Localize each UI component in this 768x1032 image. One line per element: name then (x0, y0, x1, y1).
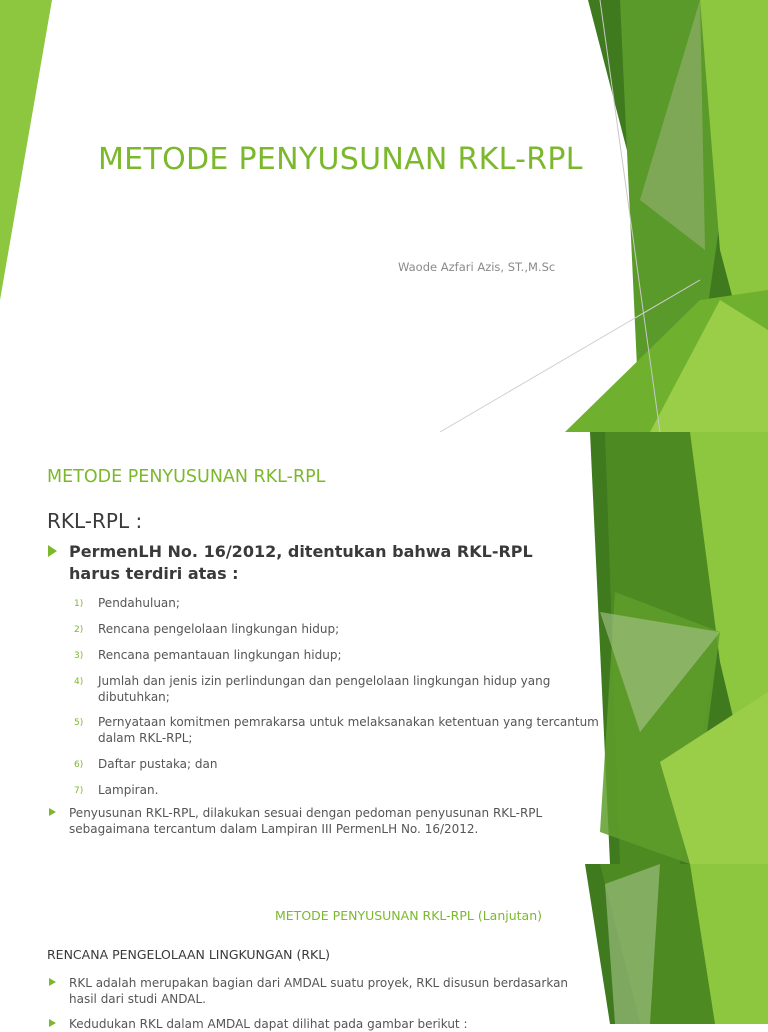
list-item: Lampiran. (98, 783, 159, 797)
slide2-title: METODE PENYUSUNAN RKL-RPL (47, 467, 326, 487)
list-number: 6) (74, 760, 84, 770)
main-bullet-text: PermenLH No. 16/2012, ditentukan bahwa RKL-RPL harus terdiri atas : (69, 542, 533, 583)
bullet-arrow-icon (49, 1019, 56, 1027)
list-number: 7) (74, 786, 84, 796)
list-number: 3) (74, 651, 84, 661)
list-number: 2) (74, 625, 84, 635)
slide1-decoration (0, 0, 768, 432)
list-number: 5) (74, 718, 84, 728)
list-item: Rencana pemantauan lingkungan hidup; (98, 648, 342, 662)
slide2-heading: RKL-RPL : (47, 509, 143, 533)
slide1-author: Waode Azfari Azis, ST.,M.Sc (398, 260, 556, 274)
list-item: Rencana pengelolaan lingkungan hidup; (98, 622, 340, 636)
list-item: Pernyataan komitmen pemrakarsa untuk melaksanakan ketentuan yang tercantum dalam RKL-RPL; (98, 715, 599, 745)
rkl-bullet-text: Kedudukan RKL dalam AMDAL dapat dilihat pada gambar berikut : (69, 1017, 468, 1031)
bullet-arrow-icon (49, 808, 56, 816)
list-item: Daftar pustaka; dan (98, 757, 218, 771)
sub-bullet-text: Penyusunan RKL-RPL, dilakukan sesuai dengan pedoman penyusunan RKL-RPL sebagaimana tercantum dalam Lampiran III PermenLH No. 16/2012. (69, 806, 543, 836)
list-item: Pendahuluan; (98, 596, 180, 610)
slide1-title: METODE PENYUSUNAN RKL-RPL (98, 142, 583, 177)
list-number: 4) (74, 677, 84, 687)
slide3-title: METODE PENYUSUNAN RKL-RPL (Lanjutan) (275, 908, 543, 923)
bullet-arrow-icon (48, 545, 57, 557)
slide-title (0, 0, 768, 432)
rkl-bullet-text: RKL adalah merupakan bagian dari AMDAL suatu proyek, RKL disusun berdasarkan hasil dari studi ANDAL. (69, 976, 569, 1006)
slide3-heading: RENCANA PENGELOLAAN LINGKUNGAN (RKL) (47, 947, 331, 962)
left-sliver-shape (0, 0, 52, 300)
list-item: Jumlah dan jenis izin perlindungan dan pengelolaan lingkungan hidup yang dibutuhkan; (98, 674, 551, 704)
list-number: 1) (74, 599, 84, 609)
bullet-arrow-icon (49, 978, 56, 986)
